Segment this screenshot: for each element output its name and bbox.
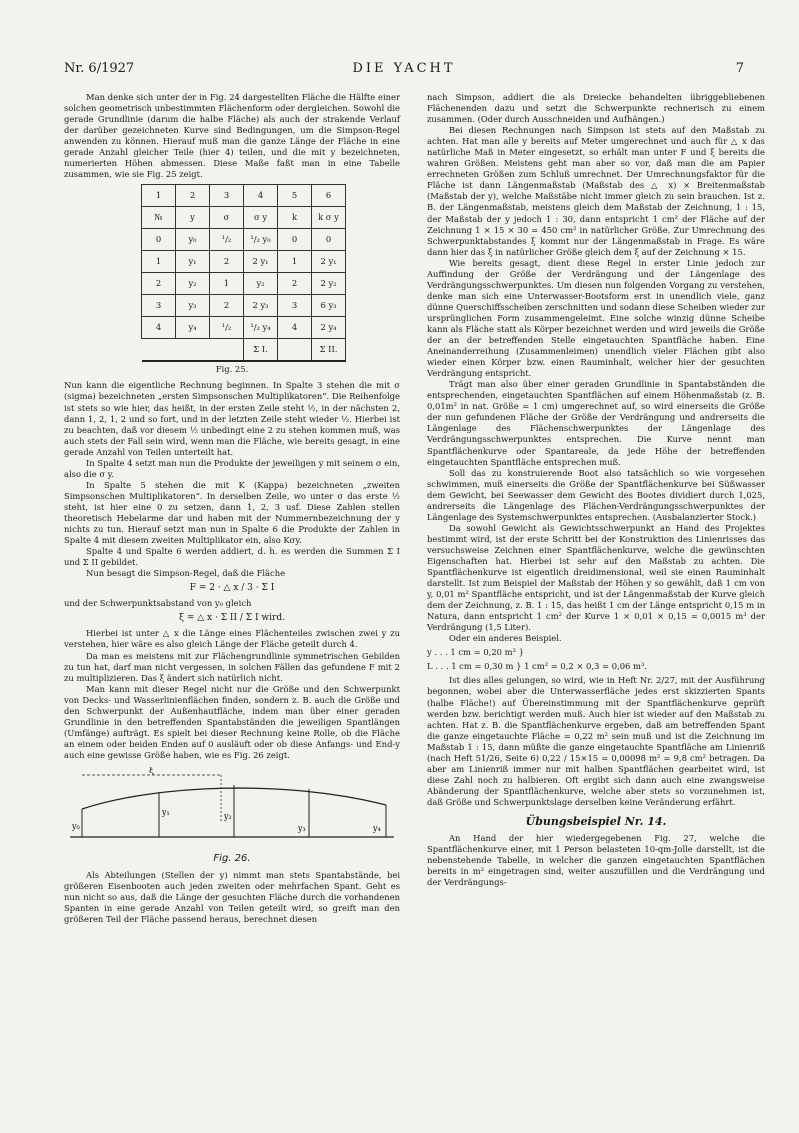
table-cell: y₂ — [244, 273, 278, 295]
y2-label: y₂ — [224, 811, 232, 821]
table-cell: y₃ — [176, 295, 210, 317]
paragraph: Oder ein anderes Beispiel. — [449, 633, 562, 644]
table-cell — [142, 339, 176, 362]
paragraph: Hierbei ist unter △ x die Länge eines Flächenteiles zwischen zwei y zu verstehen, hier wäre es also gleich Länge der Fläche geteilt durch 4. — [64, 628, 400, 650]
paragraph: Da man es meistens mit zur Flächengrundlinie symmetrischen Gebilden zu tun hat, darf man nicht vergessen, in solchen Fällen das gefundene F mit 2 zu multiplizieren. Das ξ ändert sich natürlich nicht. — [64, 650, 400, 683]
paragraph: nach Simpson, addiert die als Dreiecke behandelten übriggebliebenen Flächenenden dazu und setzt die Schwerpunkte rechnerisch zu einem zusammen. (Oder durch Ausschneiden und Aufhängen.) — [427, 92, 765, 125]
table-row — [142, 185, 346, 207]
fig26-caption: Fig. 26. — [213, 852, 251, 864]
paragraph: und der Schwerpunktsabstand von y₀ gleich — [64, 598, 252, 609]
y0-label: y₀ — [72, 821, 80, 831]
y3-label: y₃ — [298, 823, 306, 833]
table-cell: σ — [210, 207, 244, 229]
paragraph: Trägt man also über einer geraden Grundlinie in Spantabständen die entsprechenden, eingetauchten Spantflächen auf einem Höhenmaßstab (z. B. 0,01m² in nat. Größe = 1 cm) umgerechnet auf, so wird einerseits die Größe der nun gefundenen Fläche der Größe der Verdrängung und andrerseits die Längenlage des Flächenschwerpunktes der Längenlage des Verdrängungsschwerpunktes entsprechen. Die Kurve nennt man Spantflächenkurve oder Spantareale, da jede Höhe der betreffenden eingetauchten Spantfläche entsprechen muß. — [427, 379, 765, 467]
table-cell — [278, 339, 312, 362]
paragraph: Als Abteilungen (Stellen der y) nimmt man stets Spantabstände, bei größeren Eisenbooten auch jeden zweiten oder mehrfachen Spant. Geht es nun nicht so aus, daß die Länge der gesuchten Fläche durch die vorhandenen Spanten in eine gerade Anzahl von Teilen geteilt wird, so greift man den größeren Teil der Fläche passend heraus, berechnet diesen — [64, 870, 400, 925]
table-cell: 2 — [210, 251, 244, 273]
example-line: L . . . 1 cm = 0,30 m } 1 cm² = 0,2 × 0,3 = 0,06 m³. — [427, 661, 647, 672]
table-cell: 6 — [312, 185, 346, 207]
table-cell: ¹/₂ — [210, 317, 244, 339]
table-cell: 3 — [210, 185, 244, 207]
table-cell: y₂ — [176, 273, 210, 295]
table-cell: 4 — [142, 317, 176, 339]
table-cell: y₄ — [176, 317, 210, 339]
table-cell: 0 — [278, 229, 312, 251]
table-cell: 3 — [142, 295, 176, 317]
table-cell: 1 — [142, 251, 176, 273]
area-formula: F = 2 · △ x / 3 · Σ I — [189, 583, 275, 594]
table-row — [142, 251, 346, 273]
table-cell: 3 — [278, 295, 312, 317]
y4-label: y₄ — [373, 823, 381, 833]
table-cell: 2 — [210, 295, 244, 317]
table-cell: y — [176, 207, 210, 229]
table-cell: k σ y — [312, 207, 346, 229]
paragraph: In Spalte 4 setzt man nun die Produkte der jeweiligen y mit seinem σ ein, also die σ y. — [64, 457, 400, 479]
table-cell: σ y — [244, 207, 278, 229]
paragraph: Bei diesen Rechnungen nach Simpson ist stets auf den Maßstab zu achten. Hat man alle y bereits auf Meter umgerechnet und auch für △ x das natürliche Maß in Meter eingesetzt, so erhält man unter F und ξ bereits die wahren Größen. Meistens geht man aber so vor, daß man die am Papier errechneten Größen zum Schluß umrechnet. Der Umrechnungsfaktor für die Fläche ist dann Längenmaßstab (Maßstab des △ x) × Breitenmaßstab (Maßstab der y), welche Maßstäbe nicht immer gleich zu sein brauchen. Ist z. B. der Längenmaßstab, meistens gleich dem Maßstab der Zeichnung, 1 : 15, der Maßstab der y jedoch 1 : 30, dann entspricht 1 cm² der Fläche auf der Zeichnung 1 × 15 × 30 = 450 cm² in natürlicher Größe. Zur Umrechnung des Schwerpunktabstandes ξ kommt nur der Längenmaßstab in Frage. Es wäre dann hier das ξ in natürlicher Größe gleich dem ξ auf der Zeichnung × 15. — [427, 125, 765, 257]
table-cell: 1 — [142, 185, 176, 207]
xi-label: ξ — [149, 766, 154, 776]
table-cell: ¹/₂ y₄ — [244, 317, 278, 339]
table-row — [142, 295, 346, 317]
table-cell: y₀ — [176, 229, 210, 251]
table-cell: 0 — [142, 229, 176, 251]
table-cell: Σ II. — [312, 339, 346, 362]
table-cell: k — [278, 207, 312, 229]
table-row — [142, 339, 346, 362]
right-column — [427, 92, 765, 888]
table-cell: ¹/₂ y₀ — [244, 229, 278, 251]
left-column — [64, 92, 400, 925]
paragraph: Spalte 4 und Spalte 6 werden addiert, d. h. es werden die Summen Σ I und Σ II gebildet. — [64, 546, 400, 568]
fig26-sketch — [64, 767, 400, 849]
paragraph: Da sowohl Gewicht als Gewichtsschwerpunkt an Hand des Projektes bestimmt wird, ist der erste Schritt bei der Konstruktion des Linienrisses das versuchsweise Zeichnen einer Spantflächenkurve, welche die gewünschten Eigenschaften hat. Hierbei ist sehr auf den Maßstab zu achten. Die Spantflächenkurve ist eigentlich dreidimensional, weil sie einen Rauminhalt darstellt. Ist zum Beispiel der Maßstab der Höhen y so gewählt, daß 1 cm von y, 0,01 m² Spantfläche entspricht, und ist der Längenmaßstab der Kurve gleich dem der Zeichnung, z. B. 1 : 15, das heißt 1 cm der Länge entspricht 0,15 m in Natura, dann entspricht 1 cm² der Kurve 1 × 0,01 × 0,15 = 0,0015 m³ der Verdrängung (1,5 Liter). — [427, 522, 765, 633]
table-row — [142, 273, 346, 295]
table-cell — [176, 339, 210, 362]
paragraph: An Hand der hier wiedergegebenen Fig. 27, welche die Spantflächenkurve einer, mit 1 Person belasteten 10-qm-Jolle darstellt, ist die nebenstehende Tabelle, in welcher die ganzen eingetauchten Spantflächen bereits in m² eingetragen sind, weiter auszufüllen und die Verdrängung und der Verdrängungs- — [427, 833, 765, 888]
table-row — [142, 317, 346, 339]
example-line: y . . . 1 cm = 0,20 m² } — [427, 647, 524, 658]
table-cell: 2 y₁ — [244, 251, 278, 273]
magazine-title: DIE YACHT — [352, 61, 456, 76]
y1-label: y₁ — [162, 807, 170, 817]
table-cell: 4 — [278, 317, 312, 339]
table-cell: 1 — [210, 273, 244, 295]
fig25-caption: Fig. 25. — [215, 364, 249, 375]
table-cell: ¹/₂ — [210, 229, 244, 251]
exercise-heading: Übungsbeispiel Nr. 14. — [525, 815, 667, 828]
table-cell: № — [142, 207, 176, 229]
centroid-formula: ξ = △ x · Σ II / Σ I wird. — [179, 613, 285, 624]
paragraph: Wie bereits gesagt, dient diese Regel in erster Linie jedoch zur Auffindung der Größe der Verdrängung und der Längenlage des Verdrängungsschwerpunktes. Um diesen nun folgenden Vorgang zu verstehen, denke man sich eine Unterwasser-Bootsform erst in unendlich viele, ganz dünne Querschiffsscheiben zerschnitten und sodann diese Scheiben wieder zur ursprünglichen Form zusammengeleimt. Eine solche winzig dünne Scheibe kann als Fläche statt als Körper bezeichnet werden und wird jeweils die Größe der an der betreffenden Stelle eingetauchten Spantfläche haben. Eine Aneinanderreihung (Zusammenleimen) unendlich vieler Flächen gibt also wieder einen Körper bzw. einen Rauminhalt, welcher hier der gesuchten Verdrängung entspricht. — [427, 257, 765, 379]
table-cell: Σ I. — [244, 339, 278, 362]
issue-number: Nr. 6/1927 — [64, 61, 135, 76]
table-cell — [210, 339, 244, 362]
paragraph: Nun kann die eigentliche Rechnung beginnen. In Spalte 3 stehen die mit σ (sigma) bezeichneten „ersten Simpsonschen Multiplikatoren“. Die Reihenfolge ist stets so wie hier, das heißt, in der ersten Zeile steht ½, in der nächsten 2, dann 1, 2, 1, 2 und so fort, und in der letzten Zeile steht wieder ½. Hierbei ist zu beachten, daß vor diesem ½ unbedingt eine 2 zu stehen kommen muß, was auch stets der Fall sein wird, wenn man die Fläche, wie bereits gesagt, in eine gerade Anzahl von Teilen unterteilt hat. — [64, 380, 400, 457]
paragraph: Man denke sich unter der in Fig. 24 dargestellten Fläche die Hälfte einer solchen geometrisch unbestimmten Flächenform oder dergleichen. Sowohl die gerade Grundlinie (darum die halbe Fläche) als auch der strakende Verlauf der darüber gezeichneten Kurve sind Bedingungen, um die Simpson-Regel anwenden zu können. Hierauf muß man die ganze Länge der Fläche in eine gerade Anzahl gleicher Teile (hier 4) teilen, und die mit y bezeichneten, numerierten Höhen abmessen. Diese Maße faßt man in eine Tabelle zusammen, wie sie Fig. 25 zeigt. — [64, 92, 400, 180]
paragraph: Ist dies alles gelungen, so wird, wie in Heft Nr. 2/27, mit der Ausführung begonnen, wobei aber die Unterwasserfläche jedes erst skizzierten Spants (halbe Fläche!) auf Übereinstimmung mit der Spantflächenkurve geprüft werden bzw. berichtigt werden muß. Auch hier ist wieder auf den Maßstab zu achten. Hat z. B. die Spantflächenkurve ergeben, daß am betreffenden Spant die ganze eingetauchte Fläche = 0,22 m² sein muß und ist die Zeichnung im Maßstab 1 : 15, dann müßte die ganze eingetauchte Spantfläche am Linienriß (nach Heft 51/26, Seite 6) 0,22 / 15×15 = 0,00098 m² = 9,8 cm² betragen. Da aber am Linienriß immer nur mit halben Spantflächen gearbeitet wird, ist diese Zahl noch zu halbieren. Oft ergibt sich dann auch eine zwangsweise Abänderung der Spantflächenkurve, welche aber stets so vorzunehmen ist, daß Größe und Schwerpunktslage derselben keine Veränderung erfährt. — [427, 675, 765, 807]
paragraph: Nun besagt die Simpson-Regel, daß die Fläche — [86, 568, 286, 579]
simpson-table — [141, 184, 346, 362]
paragraph: Man kann mit dieser Regel nicht nur die Größe und den Schwerpunkt von Decks- und Wasserlinienflächen finden, sondern z. B. auch die Größe und den Schwerpunkt der Außenhautfläche, indem man über einer geraden Grundlinie in den betreffenden Spantabständen die jeweiligen Spantlängen (Umfänge) aufträgt. Es spielt bei dieser Rechnung keine Rolle, ob die Fläche an einem oder beiden Enden auf 0 ausläuft oder ob diese Anfangs- und End-y auch eine gewisse Größe haben, wie es Fig. 26 zeigt. — [64, 683, 400, 760]
page-number: 7 — [735, 61, 744, 76]
paragraph: Soll das zu konstruierende Boot also tatsächlich so wie vorgesehen schwimmen, muß einerseits die Größe der Spantflächenkurve bei Süßwasser dem Gewicht, bei Seewasser dem Gewicht des Bootes dividiert durch 1,025, andrerseits die Längenlage des Flächen-Verdrängungsschwerpunktes der Längenlage des Systemschwerpunktes entsprechen. (Ausbalanzierter Stock.) — [427, 467, 765, 522]
table-row — [142, 229, 346, 251]
table-cell: 2 — [278, 273, 312, 295]
table-cell: 2 y₂ — [312, 273, 346, 295]
table-cell: 2 y₃ — [244, 295, 278, 317]
table-cell: 0 — [312, 229, 346, 251]
table-cell: 2 y₁ — [312, 251, 346, 273]
table-cell: 2 — [176, 185, 210, 207]
table-cell: 1 — [278, 251, 312, 273]
table-row — [142, 207, 346, 229]
paragraph: In Spalte 5 stehen die mit K (Kappa) bezeichneten „zweiten Simpsonschen Multiplikatoren“. In derselben Zeile, wo unter σ das erste ½ steht, ist hier eine 0 zu setzen, dann 1, 2, 3 usf. Diese Zahlen stellen theoretisch Hebelarme dar und haben mit der Nummernbezeichnung der y nichts zu tun. Hierauf setzt man nun in Spalte 6 die Produkte der Zahlen in Spalte 4 mit diesem zweiten Multiplikator ein, also Kσy. — [64, 479, 400, 546]
table-cell: 2 — [142, 273, 176, 295]
table-cell: 4 — [244, 185, 278, 207]
page-header — [64, 61, 744, 77]
table-cell: 2 y₄ — [312, 317, 346, 339]
table-cell: 6 y₃ — [312, 295, 346, 317]
table-cell: y₁ — [176, 251, 210, 273]
table-cell: 5 — [278, 185, 312, 207]
